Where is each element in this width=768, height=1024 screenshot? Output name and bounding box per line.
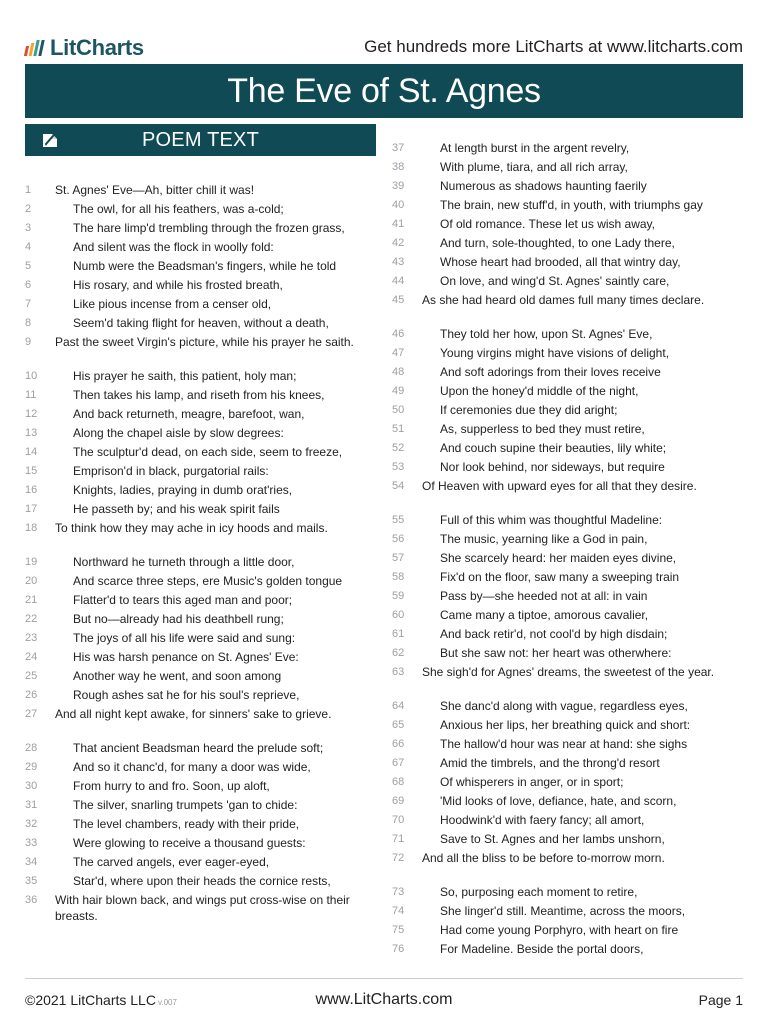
line-number: 31	[25, 798, 38, 811]
litcharts-logo[interactable]	[25, 34, 144, 62]
line-number: 49	[392, 384, 405, 397]
line-number: 33	[25, 836, 38, 849]
line-number: 25	[25, 669, 38, 682]
line-text: They told her how, upon St. Agnes' Eve,	[440, 326, 653, 341]
line-number: 51	[392, 422, 405, 435]
line-number: 54	[392, 479, 405, 492]
line-text: His was harsh penance on St. Agnes' Eve:	[73, 649, 299, 664]
poem-line	[392, 510, 742, 529]
line-text: Of whisperers in anger, or in sport;	[440, 774, 624, 789]
poem-line	[392, 548, 742, 567]
line-text: And all the bliss to be before to-morrow morn.	[422, 850, 665, 865]
poem-line	[25, 275, 377, 294]
poem-line	[392, 176, 742, 195]
poem-line	[25, 256, 377, 275]
poem-line	[25, 609, 377, 628]
line-number: 15	[25, 464, 38, 477]
page-number: Page 1	[698, 992, 743, 1008]
line-number: 52	[392, 441, 405, 454]
line-text: With plume, tiara, and all rich array,	[440, 159, 628, 174]
line-text: Nor look behind, nor sideways, but require	[440, 459, 665, 474]
line-number: 26	[25, 688, 38, 701]
poem-line	[25, 423, 377, 442]
line-number: 6	[25, 278, 32, 291]
line-text: Whose heart had brooded, all that wintry day,	[440, 254, 681, 269]
poem-line	[25, 757, 377, 776]
line-number: 40	[392, 198, 405, 211]
section-header	[25, 124, 376, 156]
line-text: Seem'd taking flight for heaven, without a death,	[73, 315, 329, 330]
line-number: 71	[392, 832, 405, 845]
line-number: 72	[392, 851, 405, 864]
line-number: 17	[25, 502, 38, 515]
line-number: 22	[25, 612, 38, 625]
line-number: 8	[25, 316, 32, 329]
line-text: 'Mid looks of love, defiance, hate, and scorn,	[440, 793, 677, 808]
poem-line	[392, 605, 742, 624]
version-text: v.007	[157, 998, 177, 1007]
poem-line	[392, 882, 742, 901]
line-number: 65	[392, 718, 405, 731]
section-title: POEM TEXT	[141, 129, 259, 151]
line-number: 37	[392, 141, 405, 154]
logo-bars-icon	[25, 40, 45, 56]
line-text: St. Agnes' Eve—Ah, bitter chill it was!	[55, 182, 255, 197]
line-number: 24	[25, 650, 38, 663]
line-text: Rough ashes sat he for his soul's reprieve,	[73, 687, 300, 702]
line-text: And turn, sole-thoughted, to one Lady there,	[440, 235, 675, 250]
line-text: She sigh'd for Agnes' dreams, the sweetest of the year.	[422, 664, 715, 679]
poem-line	[392, 400, 742, 419]
poem-line	[25, 313, 377, 332]
line-number: 10	[25, 369, 38, 382]
poem-line	[25, 180, 377, 199]
line-text: Fix'd on the floor, saw many a sweeping train	[440, 569, 680, 584]
line-text: For Madeline. Beside the portal doors,	[440, 941, 644, 956]
poem-line	[392, 772, 742, 791]
poem-line	[392, 362, 742, 381]
line-number: 3	[25, 221, 32, 234]
line-text: Like pious incense from a censer old,	[73, 296, 272, 311]
line-text: The hallow'd hour was near at hand: she sighs	[440, 736, 688, 751]
poem-line	[25, 685, 377, 704]
line-number: 23	[25, 631, 38, 644]
line-number: 7	[25, 297, 32, 310]
line-number: 60	[392, 608, 405, 621]
line-text: With hair blown back, and wings put cross-wise on their breasts.	[55, 892, 350, 923]
line-text: Flatter'd to tears this aged man and poor;	[73, 592, 293, 607]
page-footer	[25, 990, 743, 1012]
poem-column-right	[392, 138, 742, 958]
line-text: And back returneth, meagre, barefoot, wan,	[73, 406, 305, 421]
line-number: 1	[25, 183, 32, 196]
line-text: Star'd, where upon their heads the cornice rests,	[73, 873, 331, 888]
poem-line	[392, 271, 742, 290]
line-text: The hare limp'd trembling through the frozen grass,	[73, 220, 345, 235]
poem-line	[25, 852, 377, 871]
poem-line	[25, 776, 377, 795]
footer-site-link[interactable]: www.LitCharts.com	[315, 991, 453, 1008]
line-number: 4	[25, 240, 32, 253]
title-bar	[25, 64, 743, 118]
poem-line	[392, 233, 742, 252]
poem-line	[392, 848, 742, 867]
poem-line	[392, 643, 742, 662]
line-text: His rosary, and while his frosted breath,	[73, 277, 283, 292]
line-number: 76	[392, 942, 405, 955]
line-text: To think how they may ache in icy hoods and mails.	[55, 520, 328, 535]
line-number: 58	[392, 570, 405, 583]
line-number: 9	[25, 335, 32, 348]
poem-line	[392, 715, 742, 734]
line-text: His prayer he saith, this patient, holy man;	[73, 368, 297, 383]
line-text: The sculptur'd dead, on each side, seem to freeze,	[73, 444, 343, 459]
line-text: But no—already had his deathbell rung;	[73, 611, 284, 626]
poem-line	[25, 833, 377, 852]
poem-line	[392, 939, 742, 958]
header-tagline: Get hundreds more LitCharts at www.litcharts.com	[364, 37, 743, 56]
line-number: 35	[25, 874, 38, 887]
line-text: As, supperless to bed they must retire,	[440, 421, 645, 436]
poem-line	[392, 476, 742, 495]
poem-line	[392, 343, 742, 362]
page-header	[25, 34, 743, 62]
line-number: 44	[392, 274, 405, 287]
line-text: As she had heard old dames full many times declare.	[422, 292, 705, 307]
line-number: 70	[392, 813, 405, 826]
line-text: The silver, snarling trumpets 'gan to chide:	[73, 797, 298, 812]
poem-line	[392, 567, 742, 586]
poem-line	[392, 624, 742, 643]
poem-line	[25, 404, 377, 423]
poem-line	[25, 237, 377, 256]
line-text: That ancient Beadsman heard the prelude soft;	[73, 740, 324, 755]
line-number: 73	[392, 885, 405, 898]
line-text: Were glowing to receive a thousand guests:	[73, 835, 306, 850]
line-number: 48	[392, 365, 405, 378]
copyright-text: ©2021 LitCharts LLC	[25, 992, 156, 1008]
line-number: 55	[392, 513, 405, 526]
page-title: The Eve of St. Agnes	[227, 71, 541, 110]
line-number: 67	[392, 756, 405, 769]
poem-line	[25, 666, 377, 685]
line-number: 41	[392, 217, 405, 230]
line-number: 19	[25, 555, 38, 568]
poem-line	[392, 419, 742, 438]
line-number: 59	[392, 589, 405, 602]
poem-line	[25, 552, 377, 571]
line-text: Had come young Porphyro, with heart on fire	[440, 922, 679, 937]
poem-line	[25, 647, 377, 666]
line-number: 20	[25, 574, 38, 587]
line-text: Anxious her lips, her breathing quick and short:	[440, 717, 691, 732]
line-text: She danc'd along with vague, regardless eyes,	[440, 698, 688, 713]
line-number: 36	[25, 893, 38, 906]
poem-line	[392, 457, 742, 476]
poem-line	[25, 628, 377, 647]
poem-line	[25, 218, 377, 237]
poem-line	[392, 324, 742, 343]
poem-line	[25, 294, 377, 313]
line-number: 14	[25, 445, 38, 458]
line-number: 34	[25, 855, 38, 868]
line-text: Amid the timbrels, and the throng'd resort	[440, 755, 660, 770]
poem-line	[25, 871, 377, 890]
line-number: 43	[392, 255, 405, 268]
poem-line	[25, 571, 377, 590]
poem-line	[392, 195, 742, 214]
line-text: Save to St. Agnes and her lambs unshorn,	[440, 831, 665, 846]
line-text: And all night kept awake, for sinners' sake to grieve.	[55, 706, 332, 721]
poem-line	[25, 332, 377, 351]
line-text: The owl, for all his feathers, was a-cold;	[73, 201, 284, 216]
line-number: 74	[392, 904, 405, 917]
poem-line	[392, 696, 742, 715]
line-text: At length burst in the argent revelry,	[440, 140, 630, 155]
line-number: 21	[25, 593, 38, 606]
line-number: 56	[392, 532, 405, 545]
line-number: 69	[392, 794, 405, 807]
line-number: 29	[25, 760, 38, 773]
poem-line	[392, 901, 742, 920]
line-number: 62	[392, 646, 405, 659]
poem-line	[25, 590, 377, 609]
line-text: On love, and wing'd St. Agnes' saintly care,	[440, 273, 670, 288]
poem-line	[25, 814, 377, 833]
line-number: 63	[392, 665, 405, 678]
line-number: 2	[25, 202, 32, 215]
line-text: Emprison'd in black, purgatorial rails:	[73, 463, 269, 478]
line-text: If ceremonies due they did aright;	[440, 402, 618, 417]
poem-line	[25, 704, 377, 723]
poem-line	[392, 791, 742, 810]
line-number: 27	[25, 707, 38, 720]
line-text: Pass by—she heeded not at all: in vain	[440, 588, 648, 603]
poem-line	[392, 734, 742, 753]
poem-line	[25, 890, 377, 925]
poem-line	[392, 138, 742, 157]
line-text: Numb were the Beadsman's fingers, while he told	[73, 258, 337, 273]
poem-line	[25, 385, 377, 404]
poem-line	[392, 829, 742, 848]
line-text: And couch supine their beauties, lily white;	[440, 440, 667, 455]
line-number: 45	[392, 293, 405, 306]
poem-line	[25, 499, 377, 518]
line-number: 66	[392, 737, 405, 750]
line-text: And soft adorings from their loves receive	[440, 364, 661, 379]
poem-line	[25, 518, 377, 537]
poem-line	[392, 290, 742, 309]
line-text: She linger'd still. Meantime, across the moors,	[440, 903, 686, 918]
line-text: Another way he went, and soon among	[73, 668, 282, 683]
poem-line	[392, 753, 742, 772]
line-text: Upon the honey'd middle of the night,	[440, 383, 639, 398]
line-number: 11	[25, 388, 37, 401]
poem-line	[392, 529, 742, 548]
poem-line	[392, 920, 742, 939]
line-number: 68	[392, 775, 405, 788]
poem-line	[392, 381, 742, 400]
line-number: 64	[392, 699, 405, 712]
line-text: Along the chapel aisle by slow degrees:	[73, 425, 284, 440]
line-number: 57	[392, 551, 405, 564]
line-number: 47	[392, 346, 405, 359]
poem-line	[25, 199, 377, 218]
line-number: 32	[25, 817, 38, 830]
line-text: The carved angels, ever eager-eyed,	[73, 854, 270, 869]
poem-line	[25, 480, 377, 499]
line-number: 30	[25, 779, 38, 792]
poem-line	[392, 662, 742, 681]
line-text: And so it chanc'd, for many a door was wide,	[73, 759, 311, 774]
poem-line	[392, 157, 742, 176]
poem-line	[392, 810, 742, 829]
line-text: Young virgins might have visions of delight,	[440, 345, 670, 360]
line-number: 28	[25, 741, 38, 754]
line-text: Hoodwink'd with faery fancy; all amort,	[440, 812, 645, 827]
line-number: 18	[25, 521, 38, 534]
line-text: Full of this whim was thoughtful Madeline:	[440, 512, 663, 527]
logo-text: LitCharts	[50, 35, 144, 60]
line-number: 46	[392, 327, 405, 340]
line-text: The level chambers, ready with their pride,	[73, 816, 300, 831]
line-text: And silent was the flock in woolly fold:	[73, 239, 274, 254]
line-text: Numerous as shadows haunting faerily	[440, 178, 647, 193]
line-text: He passeth by; and his weak spirit fails	[73, 501, 280, 516]
line-text: Then takes his lamp, and riseth from his knees,	[73, 387, 325, 402]
line-number: 61	[392, 627, 405, 640]
poem-line	[392, 438, 742, 457]
line-text: She scarcely heard: her maiden eyes divine,	[440, 550, 677, 565]
line-number: 75	[392, 923, 405, 936]
poem-line	[25, 366, 377, 385]
line-text: Knights, ladies, praying in dumb orat'ries,	[73, 482, 293, 497]
poem-line	[25, 795, 377, 814]
line-number: 38	[392, 160, 405, 173]
line-text: The joys of all his life were said and sung:	[73, 630, 296, 645]
line-number: 16	[25, 483, 38, 496]
line-text: The brain, new stuff'd, in youth, with triumphs gay	[440, 197, 703, 212]
line-number: 13	[25, 426, 38, 439]
line-text: And back retir'd, not cool'd by high disdain;	[440, 626, 668, 641]
poem-line	[25, 461, 377, 480]
line-text: Of Heaven with upward eyes for all that they desire.	[422, 478, 697, 493]
poem-line	[392, 252, 742, 271]
line-text: Northward he turneth through a little door,	[73, 554, 295, 569]
line-text: But she saw not: her heart was otherwhere:	[440, 645, 672, 660]
line-number: 50	[392, 403, 405, 416]
poem-line	[392, 214, 742, 233]
line-text: And scarce three steps, ere Music's golden tongue	[73, 573, 343, 588]
line-text: From hurry to and fro. Soon, up aloft,	[73, 778, 270, 793]
line-number: 12	[25, 407, 38, 420]
line-text: Past the sweet Virgin's picture, while his prayer he saith.	[55, 334, 354, 349]
poem-column-left	[25, 180, 377, 925]
line-text: So, purposing each moment to retire,	[440, 884, 638, 899]
line-number: 42	[392, 236, 405, 249]
poem-line	[25, 738, 377, 757]
line-number: 39	[392, 179, 405, 192]
line-text: Of old romance. These let us wish away,	[440, 216, 655, 231]
footer-divider	[25, 978, 743, 979]
poem-line	[25, 442, 377, 461]
poem-line	[392, 586, 742, 605]
line-text: The music, yearning like a God in pain,	[440, 531, 648, 546]
line-number: 53	[392, 460, 405, 473]
line-text: Came many a tiptoe, amorous cavalier,	[440, 607, 649, 622]
line-number: 5	[25, 259, 32, 272]
